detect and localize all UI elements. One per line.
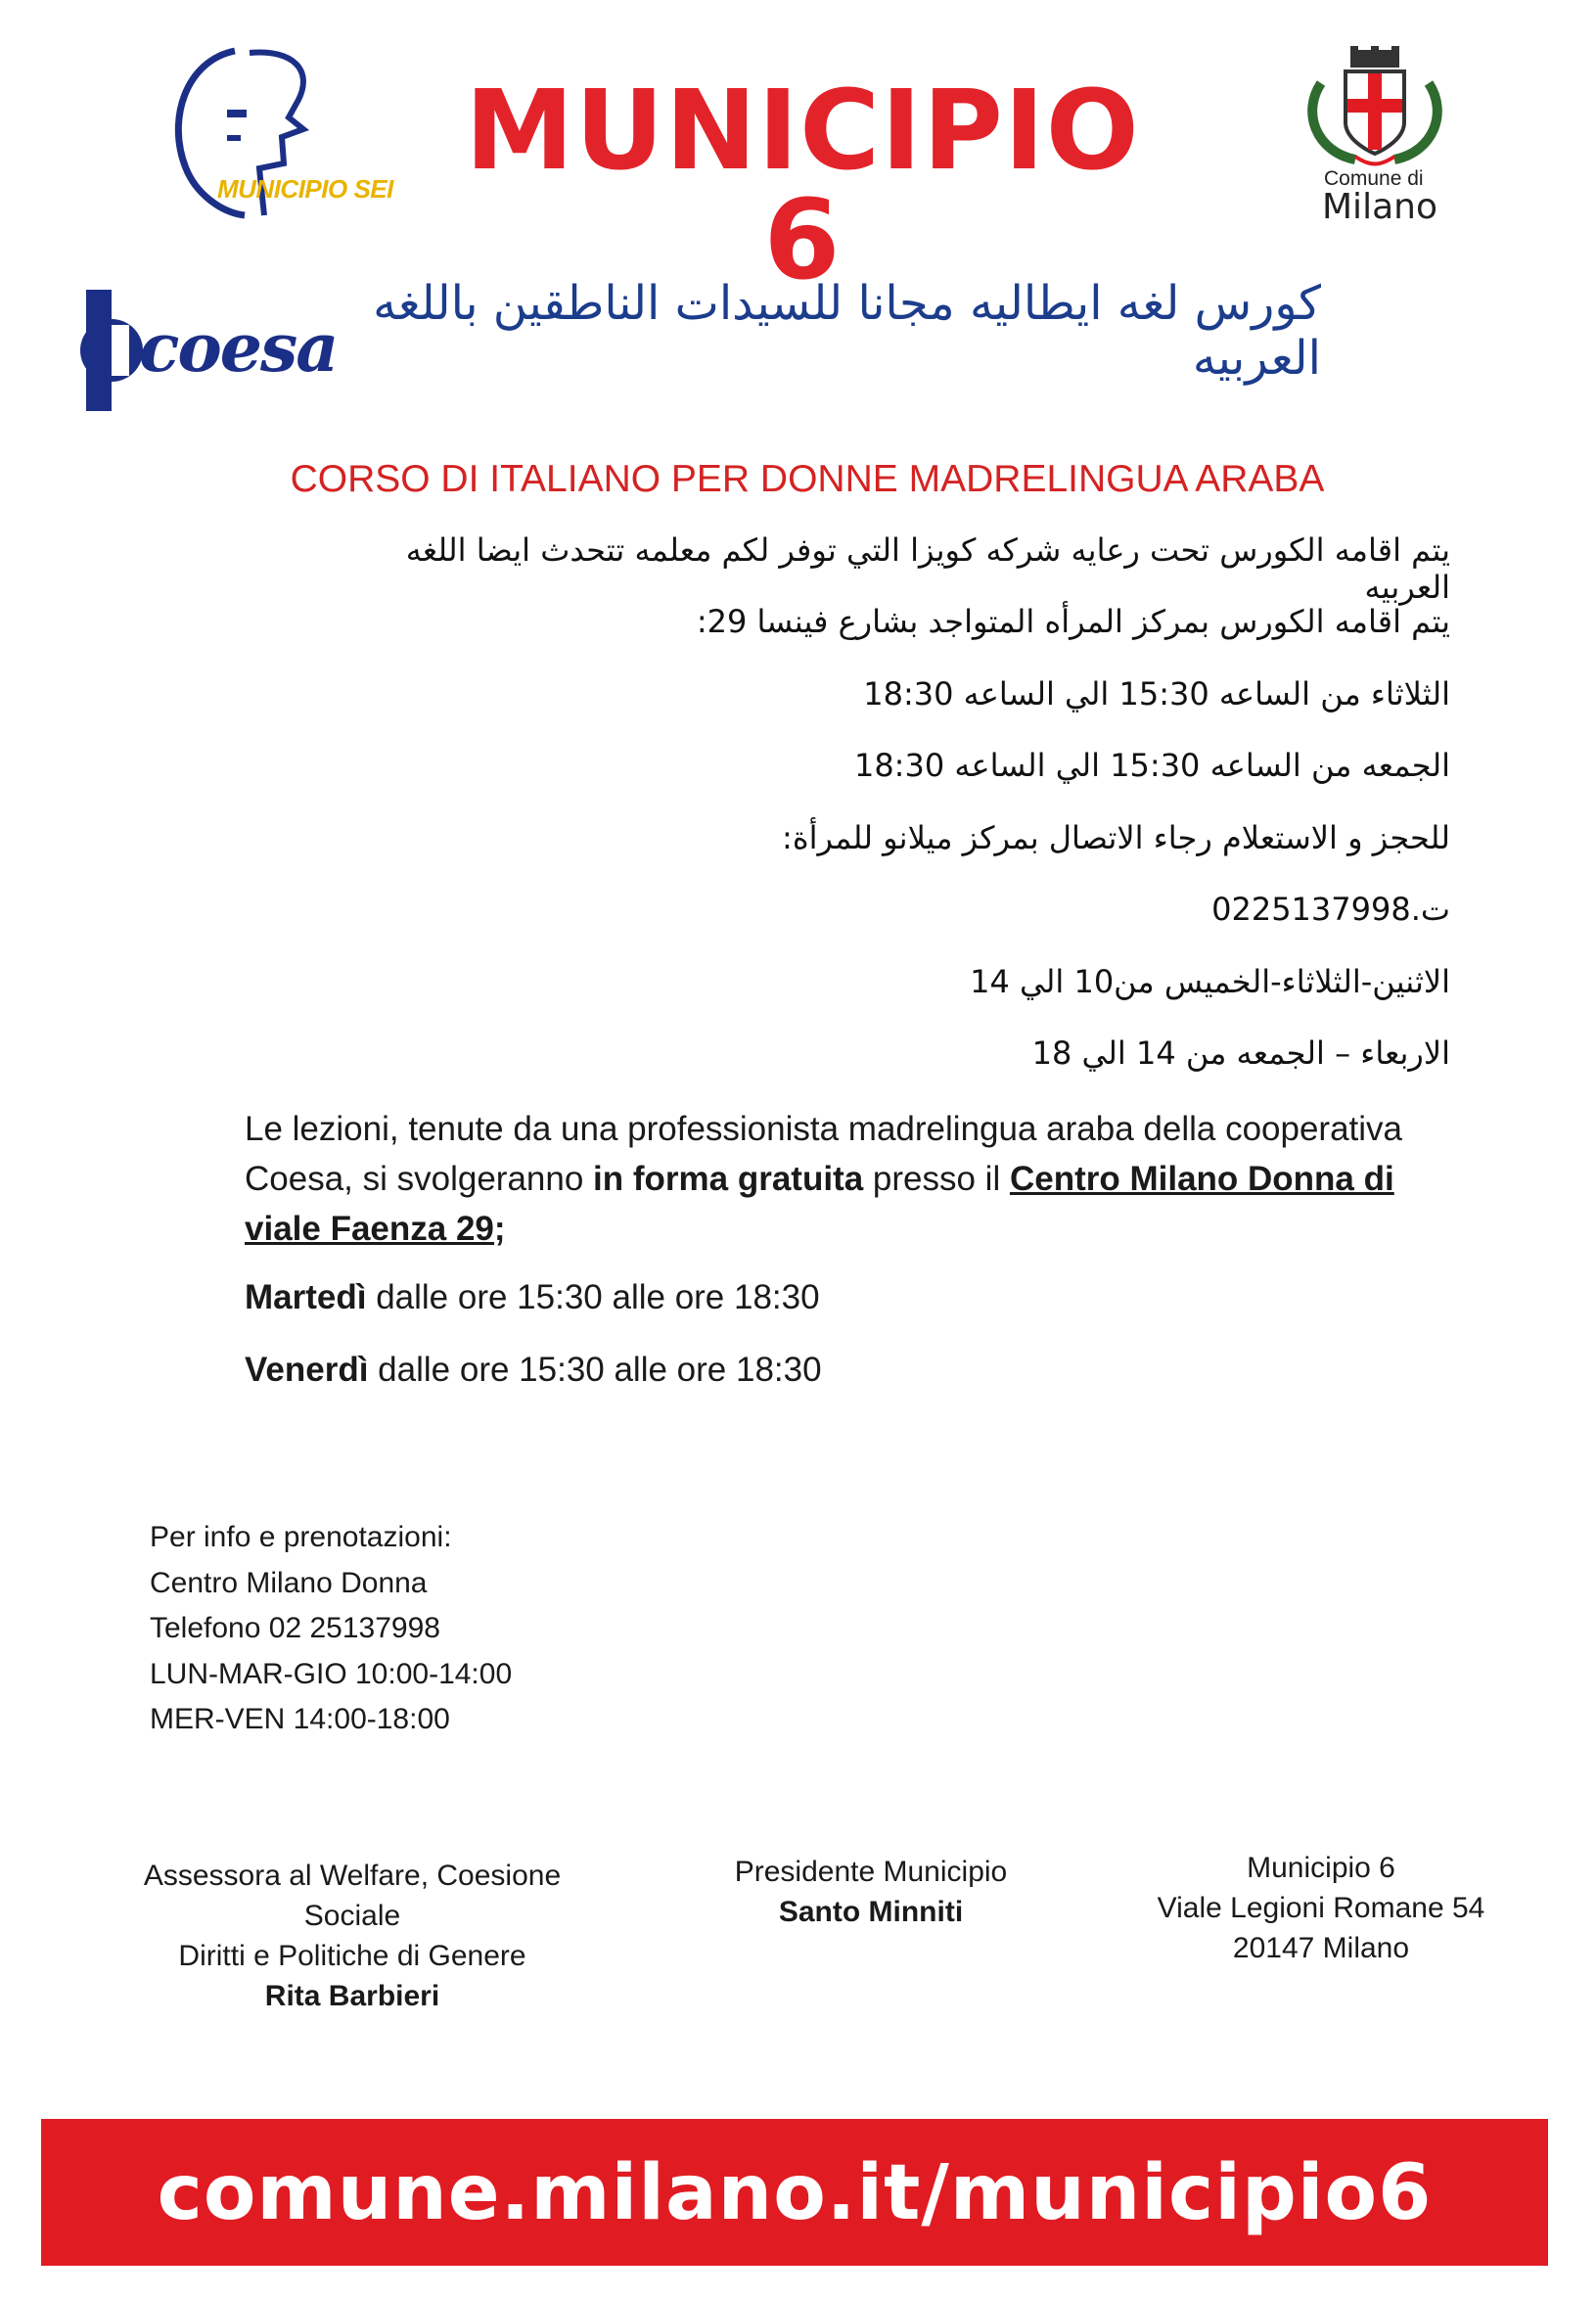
schedule-day: Martedì — [245, 1278, 367, 1316]
arabic-line: يتم اقامه الكورس بمركز المرأه المتواجد بشارع فينسا 29: — [696, 603, 1450, 640]
signature-role: Presidente Municipio — [734, 1856, 1008, 1888]
italian-title: CORSO DI ITALIANO PER DONNE MADRELINGUA ARABA — [290, 458, 1325, 500]
schedule-hours: dalle ore 15:30 alle ore 18:30 — [366, 1278, 820, 1316]
schedule-day: Venerdì — [245, 1351, 369, 1389]
info-line: Centro Milano Donna — [150, 1566, 428, 1599]
signature-presidente — [675, 1852, 1067, 1932]
arabic-line: الاربعاء – الجمعه من 14 الي 18 — [1031, 1035, 1450, 1072]
arabic-line: الجمعه من الساعه 15:30 الي الساعه 18:30 — [853, 747, 1450, 784]
municipio-sei-logo-text: MUNICIPIO SEI — [217, 174, 393, 204]
address-line: Municipio 6 — [1247, 1852, 1395, 1884]
info-line: Per info e prenotazioni: — [150, 1521, 452, 1553]
info-line: MER-VEN 14:00-18:00 — [150, 1703, 450, 1735]
arabic-line: الثلاثاء من الساعه 15:30 الي الساعه 18:30 — [863, 675, 1450, 713]
signature-assessora — [127, 1856, 577, 2016]
arabic-line: يتم اقامه الكورس تحت رعايه شركه كويزا التي توفر لكم معلمه تتحدث ايضا اللغه العربيه — [405, 531, 1450, 606]
venue-address: Centro Milano Donna di viale Faenza 29; — [245, 1160, 1394, 1248]
footer-url[interactable]: comune.milano.it/municipio6 — [157, 2149, 1433, 2237]
schedule-hours: dalle ore 15:30 alle ore 18:30 — [368, 1351, 822, 1389]
signature-role: Sociale — [303, 1900, 401, 1932]
signature-name: Santo Minniti — [778, 1896, 964, 1928]
italian-paragraph-text: presso il — [863, 1160, 1010, 1198]
page-title: MUNICIPIO 6 — [465, 68, 1140, 304]
signature-role: Diritti e Politiche di Genere — [178, 1940, 526, 1972]
arabic-phone-line: ت.0225137998 — [1211, 891, 1450, 928]
info-line: LUN-MAR-GIO 10:00-14:00 — [150, 1657, 513, 1690]
coesa-logo — [68, 286, 338, 418]
schedule-item — [245, 1351, 822, 1390]
address-line: 20147 Milano — [1232, 1932, 1410, 1964]
signature-role: Assessora al Welfare, Coesione — [143, 1860, 562, 1892]
info-line: Telefono 02 25137998 — [150, 1612, 440, 1644]
info-block — [150, 1515, 512, 1743]
comune-milano-logo — [1297, 44, 1453, 230]
comune-label: Comune di — [1324, 167, 1424, 190]
coesa-logo-text: coesa — [139, 309, 338, 388]
arabic-title: كورس لغه ايطاليه مجانا للسيدات الناطقين باللغه العربيه — [373, 276, 1321, 386]
milano-label: Milano — [1322, 187, 1437, 227]
italian-paragraph — [245, 1104, 1448, 1254]
address-line: Viale Legioni Romane 54 — [1157, 1892, 1485, 1924]
italian-paragraph-bold: in forma gratuita — [593, 1160, 864, 1198]
schedule-item — [245, 1278, 820, 1317]
arabic-line: الاثنين-الثلاثاء-الخميس من10 الي 14 — [970, 963, 1450, 1000]
arabic-line: للحجز و الاستعلام رجاء الاتصال بمركز ميلانو للمرأة: — [782, 819, 1450, 856]
signature-name: Rita Barbieri — [264, 1980, 440, 2012]
italian-paragraph-text: Le lezioni, tenute da una professionista madrelingua araba della cooperativa Coesa, si svolgeranno — [245, 1110, 1403, 1198]
coesa-logo-mark — [68, 286, 147, 418]
municipio-sei-logo — [166, 41, 401, 227]
municipio-address — [1125, 1848, 1517, 1968]
milano-coat-of-arms-icon — [1297, 44, 1453, 171]
